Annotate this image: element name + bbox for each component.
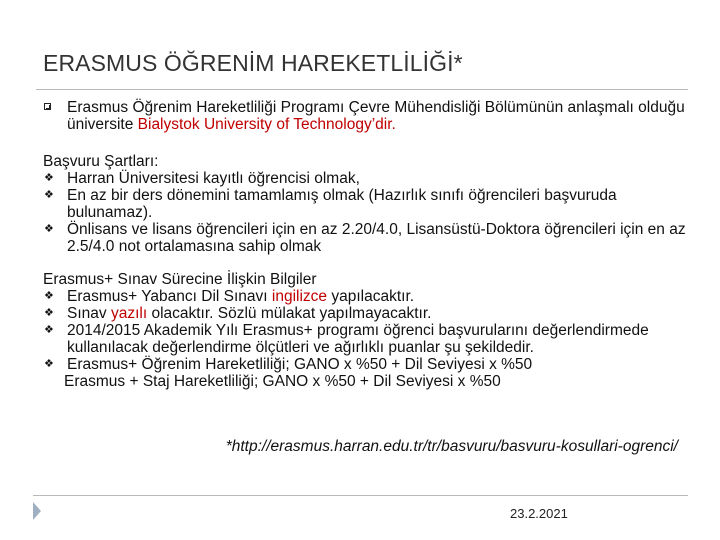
source-link[interactable]: *http://erasmus.harran.edu.tr/tr/basvuru/basvuru-kosullari-ogrenci/ [225, 438, 678, 455]
exam-item: ❖ 2014/2015 Akademik Yılı Erasmus+ programı öğrenci başvurularını değerlendirmede kullanılacak değerlendirme ölçütleri ve ağırlıklı puanlar şu şekildedir. [44, 322, 649, 356]
diamond-bullet-icon: ❖ [44, 189, 54, 201]
footer-divider [33, 495, 688, 496]
intro-text: Erasmus Öğrenim Hareketliliği Programı Çevre Mühendisliği Bölümünün anlaşmalı olduğu üniversite [67, 99, 685, 133]
requirement-item: ❖ En az bir ders dönemini tamamlamış olmak (Hazırlık sınıfı öğrencileri başvuruda bulunamaz). [44, 187, 617, 221]
exam-item: ❖ Erasmus+ Öğrenim Hareketliliği; GANO x %50 + Dil Seviyesi x %50 [44, 356, 533, 373]
exam-item: ❖ Sınav yazılı olacaktır. Sözlü mülakat yapılmayacaktır. [44, 305, 432, 322]
university-name: Bialystok University of Technology’dir. [137, 116, 396, 133]
requirement-item: ❖ Önlisans ve lisans öğrencileri için en az 2.20/4.0, Lisansüstü-Doktora öğrencileri için en az 2.5/4.0 not ortalamasına sahip olmak [44, 221, 686, 255]
exam-item: ❖ Erasmus+ Yabancı Dil Sınavı ingilizce yapılacaktır. [44, 288, 415, 305]
diamond-bullet-icon: ❖ [44, 172, 54, 184]
requirements-heading: Başvuru Şartları: [43, 153, 159, 170]
exam-type-highlight: yazılı [110, 305, 148, 322]
square-bullet-icon [44, 103, 51, 110]
title-divider [36, 89, 688, 90]
slide-date: 23.2.2021 [510, 506, 568, 521]
exam-heading: Erasmus+ Sınav Sürecine İlişkin Bilgiler [43, 271, 317, 288]
slide-title: ERASMUS ÖĞRENİM HAREKETLİLİĞİ* [43, 50, 463, 76]
slide-marker-icon [33, 502, 41, 520]
diamond-bullet-icon: ❖ [44, 324, 54, 336]
diamond-bullet-icon: ❖ [44, 358, 54, 370]
language-highlight: ingilizce [271, 288, 328, 305]
exam-item-continuation: Erasmus + Staj Hareketliliği; GANO x %50 + Dil Seviyesi x %50 [64, 373, 501, 390]
diamond-bullet-icon: ❖ [44, 307, 54, 319]
diamond-bullet-icon: ❖ [44, 290, 54, 302]
slide-body [43, 99, 693, 390]
intro-bullet [43, 99, 693, 133]
requirement-item: ❖ Harran Üniversitesi kayıtlı öğrencisi olmak, [44, 170, 360, 187]
diamond-bullet-icon: ❖ [44, 223, 54, 235]
